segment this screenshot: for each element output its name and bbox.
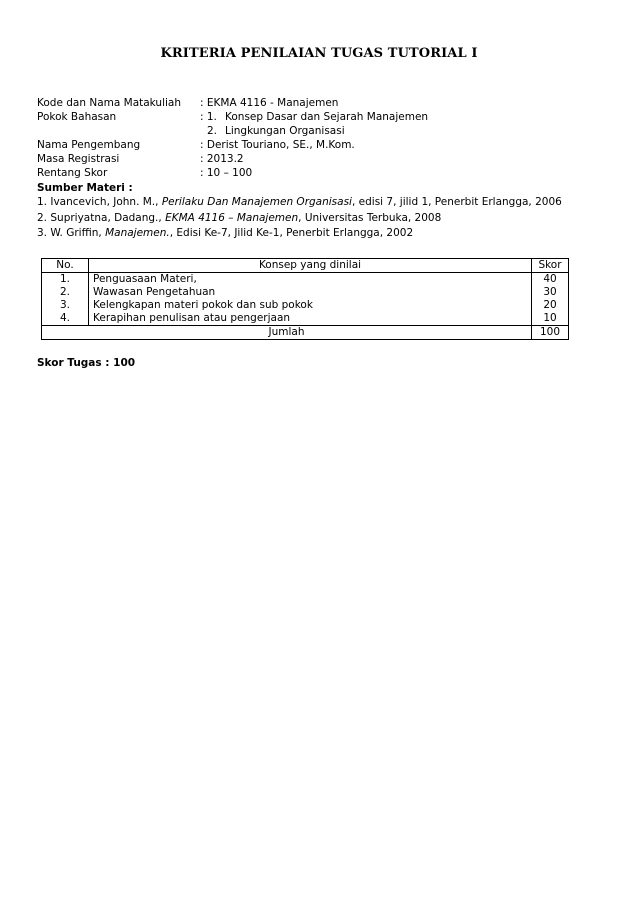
row-score: 30 [543, 286, 557, 298]
info-row-registration [37, 152, 597, 166]
row-concept: Kerapihan penulisan atau pengerjaan [93, 312, 291, 324]
score-range-value: : 10 – 100 [200, 167, 253, 179]
total-score-note: Skor Tugas : 100 [37, 357, 136, 369]
row-number: 4. [59, 312, 71, 324]
developer-label: Nama Pengembang [37, 139, 141, 151]
topic-prefix: : 1. [200, 111, 217, 123]
scoring-table [41, 258, 569, 340]
table-total-row [42, 326, 569, 340]
source-author: Supriyatna, Dadang., [50, 211, 162, 224]
row-number: 1. [59, 273, 71, 285]
row-number: 3. [59, 299, 71, 311]
scores-cell [532, 273, 569, 326]
table-header-row [42, 259, 569, 273]
sources-heading: Sumber Materi : [37, 182, 133, 194]
row-score: 20 [543, 299, 557, 311]
table-body-row [42, 273, 569, 326]
registration-label: Masa Registrasi [37, 153, 120, 165]
row-score: 40 [543, 273, 557, 285]
source-num: 1. [37, 196, 48, 208]
source-item [37, 211, 607, 227]
row-score: 10 [543, 312, 557, 324]
header-concept: Konsep yang dinilai [89, 259, 532, 273]
header-score: Skor [532, 259, 569, 273]
source-details: , edisi 7, jilid 1, Penerbit Erlangga, 2006 [351, 196, 562, 208]
source-author: Ivancevich, John. M., [50, 196, 159, 208]
info-row-topic [37, 110, 597, 124]
info-row-topic-2 [37, 124, 597, 138]
source-details: , Universitas Terbuka, 2008 [298, 211, 442, 224]
row-concept: Wawasan Pengetahuan [93, 286, 216, 298]
source-title: Manajemen. [105, 227, 170, 239]
source-title: Perilaku Dan Manajemen Organisasi [161, 196, 352, 208]
numbers-cell [42, 273, 89, 326]
info-row-course [37, 96, 597, 110]
source-num: 2. [37, 211, 48, 224]
source-author: W. Griffin, [50, 227, 102, 239]
course-info [37, 96, 597, 180]
info-row-developer [37, 138, 597, 152]
header-no: No. [42, 259, 89, 273]
course-value: : EKMA 4116 - Manajemen [200, 97, 339, 109]
total-label: Jumlah [42, 326, 532, 340]
developer-value: : Derist Touriano, SE., M.Kom. [200, 139, 355, 151]
topic-2: Lingkungan Organisasi [225, 125, 345, 137]
row-concept: Penguasaan Materi, [93, 273, 197, 285]
course-label: Kode dan Nama Matakuliah [37, 97, 182, 109]
registration-value: : 2013.2 [200, 153, 244, 165]
source-details: , Edisi Ke-7, Jilid Ke-1, Penerbit Erlangga, 2002 [169, 227, 414, 239]
topic-1: Konsep Dasar dan Sejarah Manajemen [225, 111, 429, 123]
source-item [37, 226, 607, 242]
score-range-label: Rentang Skor [37, 167, 108, 179]
info-row-score-range [37, 166, 597, 180]
sources-section [37, 181, 607, 242]
document-title: KRITERIA PENILAIAN TUGAS TUTORIAL I [160, 46, 478, 61]
total-value: 100 [532, 326, 569, 340]
row-number: 2. [59, 286, 71, 298]
topic-label: Pokok Bahasan [37, 111, 117, 123]
source-item [37, 195, 607, 211]
concepts-cell [89, 273, 532, 326]
topic-2-num: 2. [207, 125, 218, 137]
row-concept: Kelengkapan materi pokok dan sub pokok [93, 299, 313, 311]
source-title: EKMA 4116 – Manajemen [165, 211, 299, 224]
source-num: 3. [37, 227, 48, 239]
